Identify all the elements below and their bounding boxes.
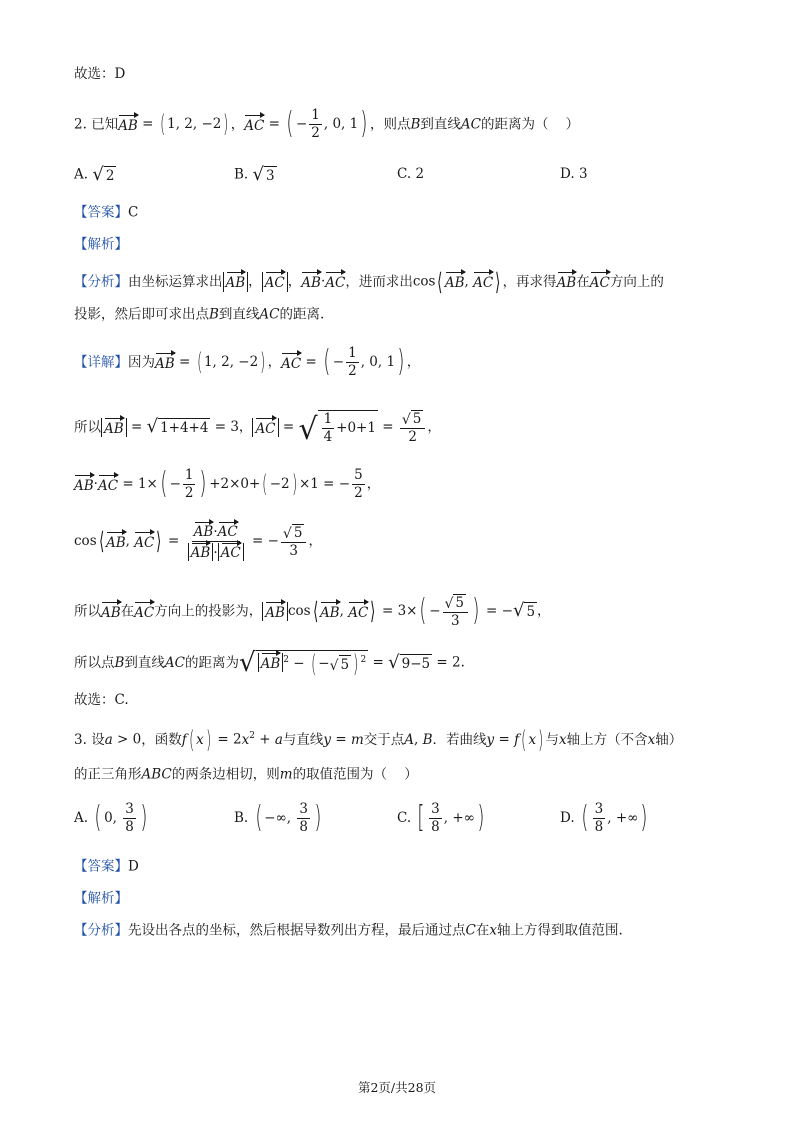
- option-b: B. ( −∞, $\frac{3}{8}$ ): [234, 800, 322, 836]
- analysis-label: 【解析】: [74, 890, 128, 907]
- q2-end-line: 故选：C.: [74, 692, 129, 708]
- option-c: C. [ $\frac{3}{8}$ , +∞): [397, 800, 485, 836]
- option-a: A. ( 0, $\frac{3}{8}$ ): [74, 800, 148, 836]
- detail-line-2: 所以 AB = √ 1+4+4 = 3， AC = √ $\frac{1}{4}$ +0+1 = √ 5 2 ，: [74, 411, 441, 447]
- question-3-options: [74, 802, 724, 842]
- option-c: C. 2: [397, 166, 425, 182]
- option-a: A. √ 2: [74, 164, 115, 186]
- detail-line-6: 所以点B到直线AC的距离为 √ AB $^2$ − ( − √ 5 ) $^2$ = √ 9−5 = 2.: [74, 648, 465, 678]
- prev-answer-line: 故选：D: [74, 66, 126, 82]
- option-b: B. √ 3: [234, 164, 275, 186]
- question-2-stem: 2. 已知AB = ( 1, 2, −2) ，AC = ( − $\frac{1}{2}$ , 0, 1) ，则点B到直线AC的距离为（ ）: [74, 106, 580, 142]
- detail-line-4: cos⟨ AB, AC⟩ = $\frac{AB\cdot AC}{AB \cdot AC}$ = − √ 5 3 ，: [74, 524, 322, 561]
- detail-line-3: AB·AC = 1×( − $\frac{1}{2}$ ) +2×0+( −2) ×1 = − $\frac{5}{2}$ ，: [74, 466, 381, 502]
- option-d: D. ( $\frac{3}{8}$ , +∞): [560, 800, 648, 836]
- fenxi-line-1: 【分析】由坐标运算求出 AB ， AC ，AB·AC，进而求出cos⟨ AB, AC⟩ ，再求得AB在AC方向上的: [74, 268, 664, 296]
- detail-line-1: 【详解】因为AB = ( 1, 2, −2) ，AC = ( − $\frac{1}{2}$ , 0, 1) ，: [74, 344, 421, 380]
- question-number: 2.: [74, 116, 87, 133]
- answer-line: 【答案】D: [74, 858, 139, 875]
- fenxi-line: 【分析】先设出各点的坐标，然后根据导数列出方程，最后通过点C在x轴上方得到取值范围.: [74, 922, 623, 939]
- question-3-stem-2: 的正三角形ABC的两条边相切，则m的取值范围为（ ）: [74, 766, 418, 783]
- fenxi-line-2: 投影，然后即可求出点B到直线AC的距离.: [74, 306, 325, 323]
- analysis-label: 【解析】: [74, 236, 128, 253]
- detail-line-5: 所以AB在AC方向上的投影为， AB cos⟨ AB, AC⟩ = 3×( − √ 5 3 ) = − √ 5 ，: [74, 593, 551, 629]
- question-2-options: [74, 166, 724, 188]
- answer-line: 【答案】C: [74, 204, 139, 221]
- question-3-stem-1: 3. 设a > 0，函数f( $x) = 2x^2 + a$与直线y = m交于点A, B．若曲线y = f( x) 与x轴上方（不含x轴）: [74, 726, 683, 754]
- question-number: 3.: [74, 731, 87, 748]
- option-d: D. 3: [560, 166, 588, 182]
- page-footer: 第2页/共28页: [357, 1080, 437, 1095]
